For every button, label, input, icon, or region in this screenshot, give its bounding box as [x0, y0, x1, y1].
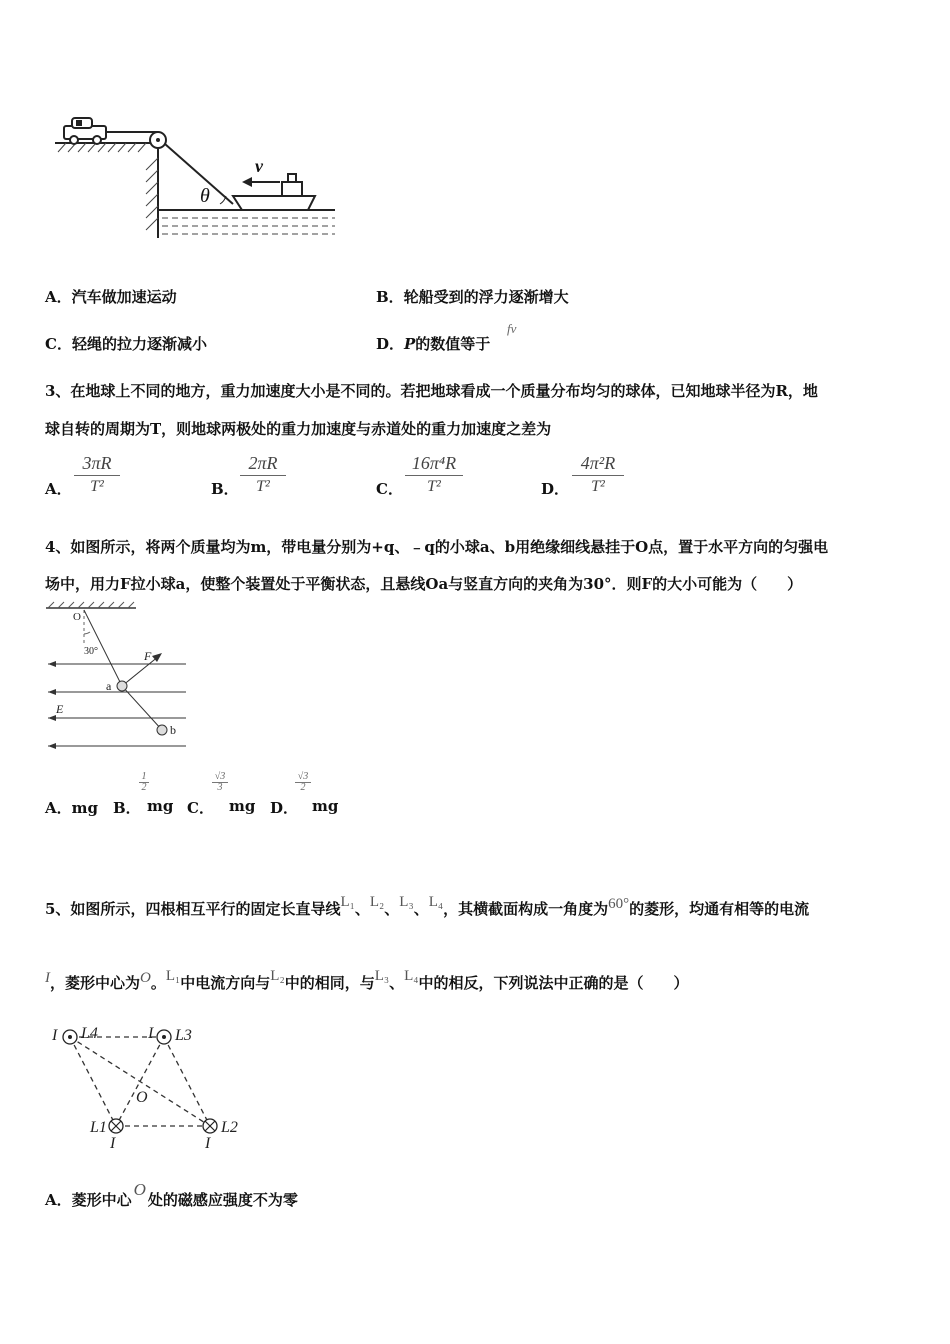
q2-option-d-suffix: 的数值等于	[415, 335, 491, 353]
q3-option-c-label[interactable]: C．	[376, 480, 403, 498]
svg-text:θ: θ	[200, 185, 210, 207]
q4-option-c-coefficient	[212, 772, 228, 793]
ship-icon	[233, 174, 315, 210]
numerator: 16π⁴R	[411, 453, 457, 473]
svg-text:L2: L2	[221, 1119, 238, 1136]
denominator: 3	[217, 782, 223, 793]
q4-option-b-coefficient	[139, 772, 149, 793]
q2-option-d-var: P	[404, 335, 416, 353]
svg-text:30°: 30°	[84, 646, 98, 657]
q2-option-c[interactable]: C．轻绳的拉力逐渐减小	[45, 335, 207, 353]
q3-option-d-fraction	[572, 452, 624, 497]
q4-question-line1: 4、如图所示，将两个质量均为m，带电量分别为+q、﹣q的小球a、b用绝缘细线悬挂于O点，置于水平方向的匀强电	[45, 538, 829, 556]
svg-text:I: I	[148, 1025, 154, 1042]
q3-question-line1: 3、在地球上不同的地方，重力加速度大小是不同的。若把地球看成一个质量分布均匀的球体，已知地球半径为R，地	[45, 382, 818, 400]
numerator: 3πR	[82, 453, 112, 473]
q4-option-d-label[interactable]: D．	[270, 799, 299, 817]
electric-field-figure	[44, 600, 189, 750]
numerator: 1	[141, 771, 147, 782]
denominator: T²	[90, 478, 104, 495]
rhombus-wires-figure	[44, 1018, 254, 1153]
svg-text:b: b	[170, 723, 176, 737]
q5-question-line2: I，菱形中心为O。L₁中电流方向与L₂中的相同，与L₃、L₄中的相反，下列说法中正确的是（ ）	[45, 968, 689, 992]
numerator: 2πR	[248, 453, 278, 473]
q4-option-a-label: A．	[45, 799, 72, 817]
q4-option-a[interactable]	[45, 797, 98, 818]
q5-option-a-var: O	[133, 1180, 146, 1199]
q3-option-a-label[interactable]: A．	[45, 480, 72, 498]
q4-option-a-unit: mg	[71, 799, 99, 817]
svg-text:O: O	[136, 1089, 148, 1106]
svg-text:I: I	[52, 1027, 58, 1044]
q4-option-d-unit: mg	[312, 797, 339, 815]
car-boat-figure	[50, 110, 340, 250]
svg-text:L4: L4	[81, 1025, 98, 1042]
q5-option-a-suffix: 处的磁感应强度不为零	[147, 1191, 298, 1209]
svg-text:a: a	[106, 679, 112, 693]
car-icon	[64, 118, 106, 144]
q4-question-line2: 场中，用力F拉小球a，使整个装置处于平衡状态，且悬线Oa与竖直方向的夹角为30°．则F的大小可能为（ ）	[45, 575, 803, 593]
svg-text:F: F	[144, 649, 152, 663]
q3-option-b-fraction	[240, 452, 286, 497]
q3-option-a-fraction	[74, 452, 120, 497]
denominator: T²	[591, 478, 605, 495]
q4-option-b-label[interactable]: B．	[113, 799, 141, 817]
denominator: 2	[141, 782, 147, 793]
q2-option-a[interactable]: A．汽车做加速运动	[45, 288, 177, 306]
numerator: √3	[297, 771, 309, 782]
q3-option-c-fraction	[405, 452, 463, 497]
q3-option-b-label[interactable]: B．	[211, 480, 239, 498]
q2-option-b[interactable]: B．轮船受到的浮力逐渐增大	[376, 288, 569, 306]
numerator: √3	[214, 771, 226, 782]
q5-option-a-prefix: A．菱形中心	[45, 1191, 132, 1209]
q4-option-d-coefficient	[295, 772, 311, 793]
q4-option-c-label[interactable]: C．	[187, 799, 214, 817]
denominator: T²	[427, 478, 441, 495]
q5-question-line1: 5、如图所示，四根相互平行的固定长直导线L₁、L₂、L₃、L₄，其横截面构成一角度为60°的菱形，均通有相等的电流	[45, 894, 810, 918]
svg-text:I: I	[205, 1135, 211, 1152]
svg-text:O: O	[73, 611, 81, 623]
q5-option-a[interactable]	[45, 1180, 298, 1210]
numerator: 4π²R	[580, 453, 616, 473]
svg-text:L1: L1	[90, 1119, 107, 1136]
q2-option-d-prefix: D．	[376, 335, 405, 353]
q2-option-d-formula: fv	[507, 321, 517, 336]
svg-text:I: I	[110, 1135, 116, 1152]
q3-option-d-label[interactable]: D．	[541, 480, 570, 498]
q3-question-line2: 球自转的周期为T，则地球两极处的重力加速度与赤道处的重力加速度之差为	[45, 420, 552, 438]
denominator: 2	[300, 782, 306, 793]
svg-text:v: v	[255, 156, 263, 176]
denominator: T²	[256, 478, 270, 495]
q4-option-c-unit: mg	[229, 797, 256, 815]
q4-option-b-unit: mg	[147, 797, 174, 815]
svg-text:E: E	[56, 702, 64, 716]
svg-text:L3: L3	[175, 1027, 192, 1044]
q2-option-d[interactable]	[376, 333, 490, 354]
